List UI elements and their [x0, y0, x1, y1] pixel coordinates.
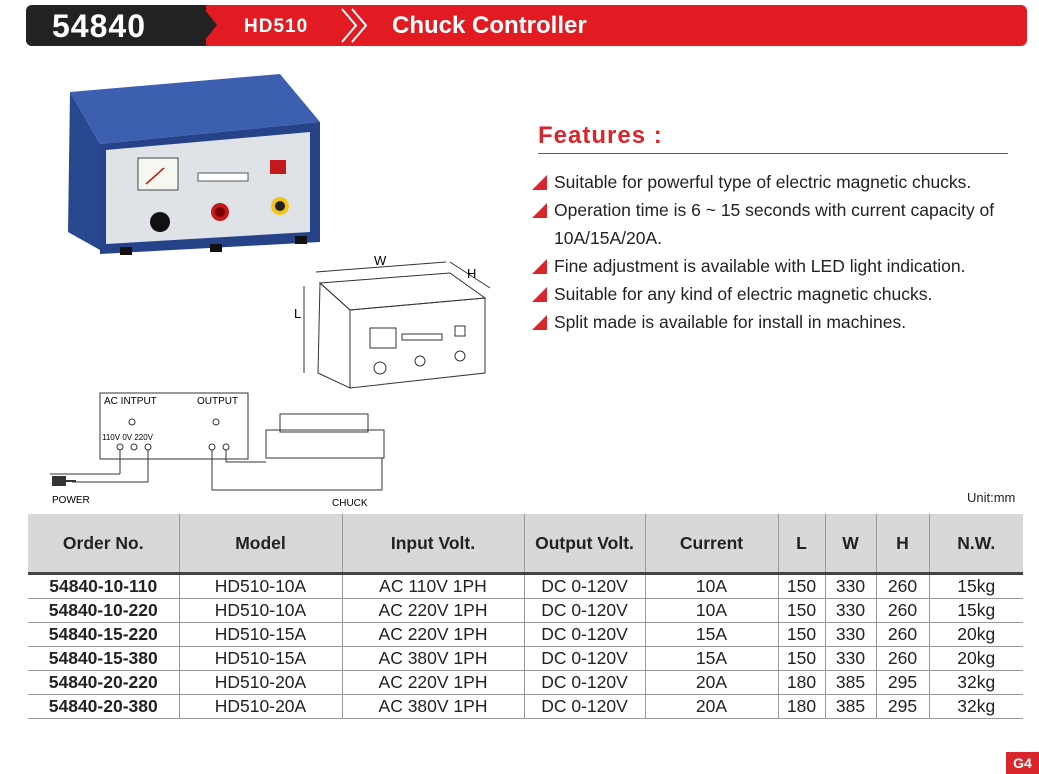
table-cell: 330: [825, 623, 876, 647]
feature-item: Fine adjustment is available with LED light indication.: [530, 252, 1020, 280]
table-cell: 54840-10-110: [28, 574, 179, 599]
table-cell: 150: [778, 574, 825, 599]
table-cell: 385: [825, 671, 876, 695]
product-photo: [60, 72, 330, 267]
table-cell: 330: [825, 647, 876, 671]
table-cell: 260: [876, 599, 929, 623]
table-cell: DC 0-120V: [524, 623, 645, 647]
table-cell: DC 0-120V: [524, 647, 645, 671]
table-cell: 260: [876, 574, 929, 599]
plug-icon: [52, 476, 66, 486]
feature-item: Suitable for powerful type of electric magnetic chucks.: [530, 168, 1020, 196]
voltage-labels: 110V 0V 220V: [102, 433, 154, 442]
table-cell: AC 220V 1PH: [342, 623, 524, 647]
table-cell: 54840-20-380: [28, 695, 179, 719]
column-header: Output Volt.: [524, 514, 645, 574]
table-cell: 330: [825, 599, 876, 623]
table-cell: HD510-10A: [179, 599, 342, 623]
table-cell: 260: [876, 623, 929, 647]
table-row: [28, 599, 1023, 623]
table-cell: HD510-10A: [179, 574, 342, 599]
height-label: H: [467, 266, 477, 281]
table-cell: HD510-15A: [179, 647, 342, 671]
table-cell: DC 0-120V: [524, 695, 645, 719]
bullet-triangle-icon: [532, 259, 547, 274]
table-cell: 385: [825, 695, 876, 719]
column-header: N.W.: [929, 514, 1023, 574]
dimension-drawing: [290, 248, 500, 398]
features-divider: [538, 153, 1008, 154]
features-list: [530, 168, 1020, 336]
ac-input-label: AC INTPUT: [104, 396, 157, 407]
table-cell: 20A: [645, 671, 778, 695]
column-header: H: [876, 514, 929, 574]
table-cell: 180: [778, 695, 825, 719]
chevron-separator-icon: [339, 5, 369, 46]
feature-item: Operation time is 6 ~ 15 seconds with current capacity of 10A/15A/20A.: [530, 196, 1020, 252]
table-cell: 150: [778, 599, 825, 623]
table-cell: DC 0-120V: [524, 574, 645, 599]
table-cell: AC 220V 1PH: [342, 599, 524, 623]
table-row: [28, 647, 1023, 671]
spec-table: [28, 514, 1023, 719]
table-cell: 15A: [645, 647, 778, 671]
table-cell: AC 380V 1PH: [342, 695, 524, 719]
column-header: Current: [645, 514, 778, 574]
bullet-triangle-icon: [532, 203, 547, 218]
table-cell: 54840-20-220: [28, 671, 179, 695]
table-cell: 15A: [645, 623, 778, 647]
table-row: [28, 695, 1023, 719]
table-cell: 20A: [645, 695, 778, 719]
bullet-triangle-icon: [532, 287, 547, 302]
table-cell: 32kg: [929, 695, 1023, 719]
table-cell: DC 0-120V: [524, 599, 645, 623]
bullet-triangle-icon: [532, 315, 547, 330]
table-row: [28, 574, 1023, 599]
output-label: OUTPUT: [197, 396, 239, 407]
table-cell: 54840-10-220: [28, 599, 179, 623]
features-heading: Features :: [538, 122, 663, 149]
model-name: HD510: [244, 16, 309, 37]
table-cell: HD510-20A: [179, 671, 342, 695]
table-cell: DC 0-120V: [524, 671, 645, 695]
table-cell: 330: [825, 574, 876, 599]
page-tag: G4: [1006, 752, 1039, 774]
table-cell: 15kg: [929, 574, 1023, 599]
order-code: 54840: [52, 8, 146, 44]
table-cell: AC 110V 1PH: [342, 574, 524, 599]
bullet-triangle-icon: [532, 175, 547, 190]
table-cell: 54840-15-380: [28, 647, 179, 671]
table-header-row: [28, 514, 1023, 574]
header-banner: [26, 5, 1027, 46]
table-row: [28, 623, 1023, 647]
feature-item: Split made is available for install in machines.: [530, 308, 1020, 336]
column-header: L: [778, 514, 825, 574]
table-cell: 54840-15-220: [28, 623, 179, 647]
table-cell: 10A: [645, 574, 778, 599]
table-cell: 295: [876, 671, 929, 695]
unit-note: Unit:mm: [967, 490, 1016, 505]
column-header: Model: [179, 514, 342, 574]
table-row: [28, 671, 1023, 695]
page-title: Chuck Controller: [392, 12, 587, 39]
wiring-diagram: [50, 390, 450, 510]
table-cell: 150: [778, 647, 825, 671]
chuck-label: CHUCK: [332, 498, 368, 509]
table-cell: 260: [876, 647, 929, 671]
order-code-arrow: [201, 5, 217, 45]
length-label: L: [294, 306, 302, 321]
table-cell: 20kg: [929, 647, 1023, 671]
table-cell: AC 380V 1PH: [342, 647, 524, 671]
table-cell: 32kg: [929, 671, 1023, 695]
column-header: Order No.: [28, 514, 179, 574]
column-header: W: [825, 514, 876, 574]
feature-item: Suitable for any kind of electric magnetic chucks.: [530, 280, 1020, 308]
width-label: W: [374, 253, 387, 268]
power-label: POWER: [52, 495, 90, 506]
column-header: Input Volt.: [342, 514, 524, 574]
table-cell: 15kg: [929, 599, 1023, 623]
table-cell: HD510-20A: [179, 695, 342, 719]
table-cell: 20kg: [929, 623, 1023, 647]
table-cell: 150: [778, 623, 825, 647]
table-cell: 180: [778, 671, 825, 695]
table-cell: 295: [876, 695, 929, 719]
table-cell: HD510-15A: [179, 623, 342, 647]
table-cell: AC 220V 1PH: [342, 671, 524, 695]
table-cell: 10A: [645, 599, 778, 623]
